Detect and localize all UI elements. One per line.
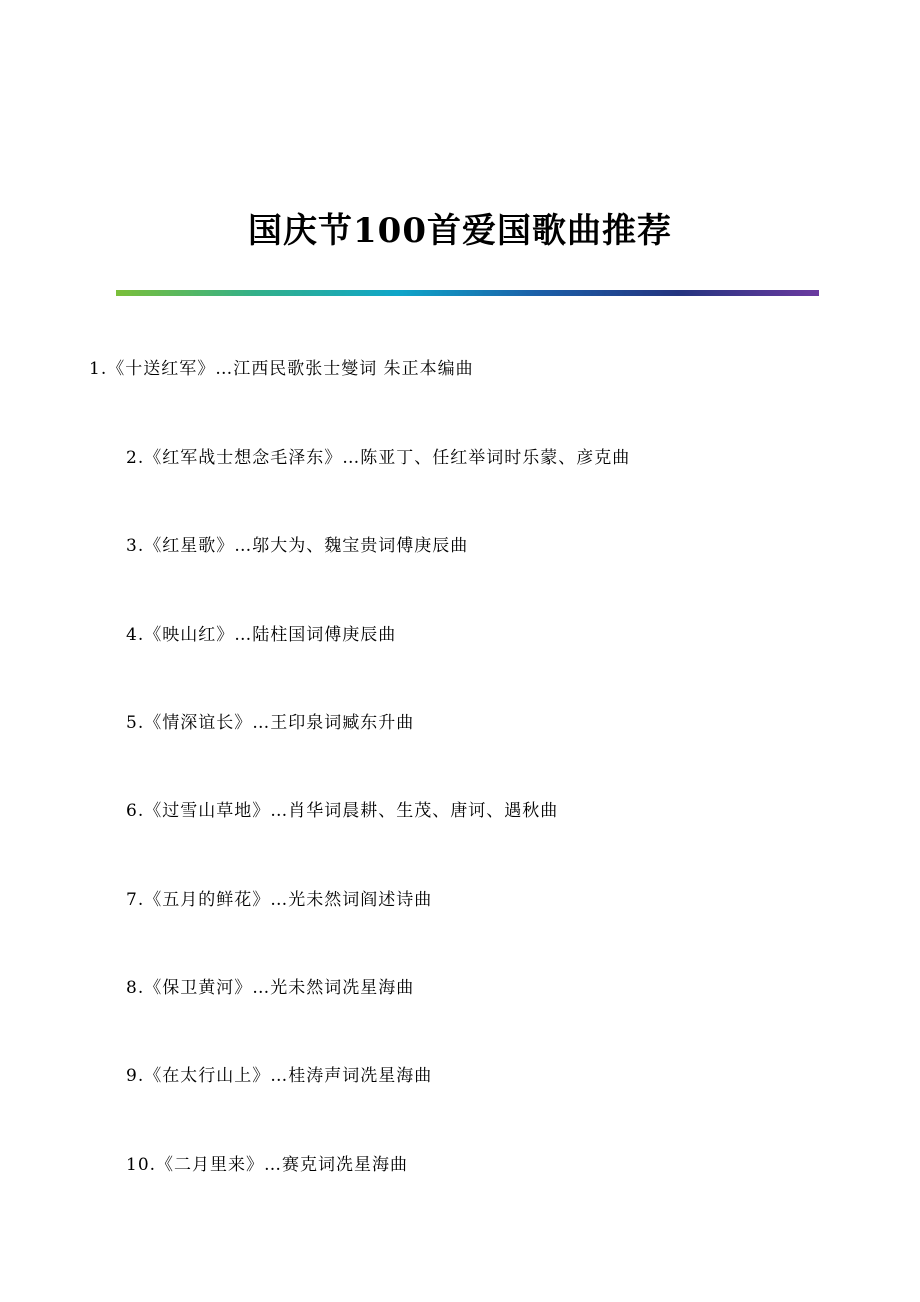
song-item-9: 9.《在太行山上》…桂涛声词冼星海曲 [126, 1066, 433, 1086]
song-item-6: 6.《过雪山草地》…肖华词晨耕、生茂、唐诃、遇秋曲 [126, 801, 559, 821]
page-title: 国庆节100首爱国歌曲推荐 [248, 210, 672, 251]
song-item-4: 4.《映山红》…陆柱国词傅庚辰曲 [126, 625, 397, 645]
song-item-2: 2.《红军战士想念毛泽东》…陈亚丁、任红举词时乐蒙、彦克曲 [126, 448, 631, 468]
song-item-5: 5.《情深谊长》…王印泉词臧东升曲 [126, 713, 415, 733]
song-item-7: 7.《五月的鲜花》…光未然词阎述诗曲 [126, 890, 433, 910]
song-item-8: 8.《保卫黄河》…光未然词冼星海曲 [126, 978, 415, 998]
song-item-1: 1.《十送红军》…江西民歌张士燮词 朱正本编曲 [89, 359, 474, 379]
song-item-3: 3.《红星歌》…邬大为、魏宝贵词傅庚辰曲 [126, 536, 469, 556]
song-item-10: 10.《二月里来》…赛克词冼星海曲 [126, 1155, 409, 1175]
